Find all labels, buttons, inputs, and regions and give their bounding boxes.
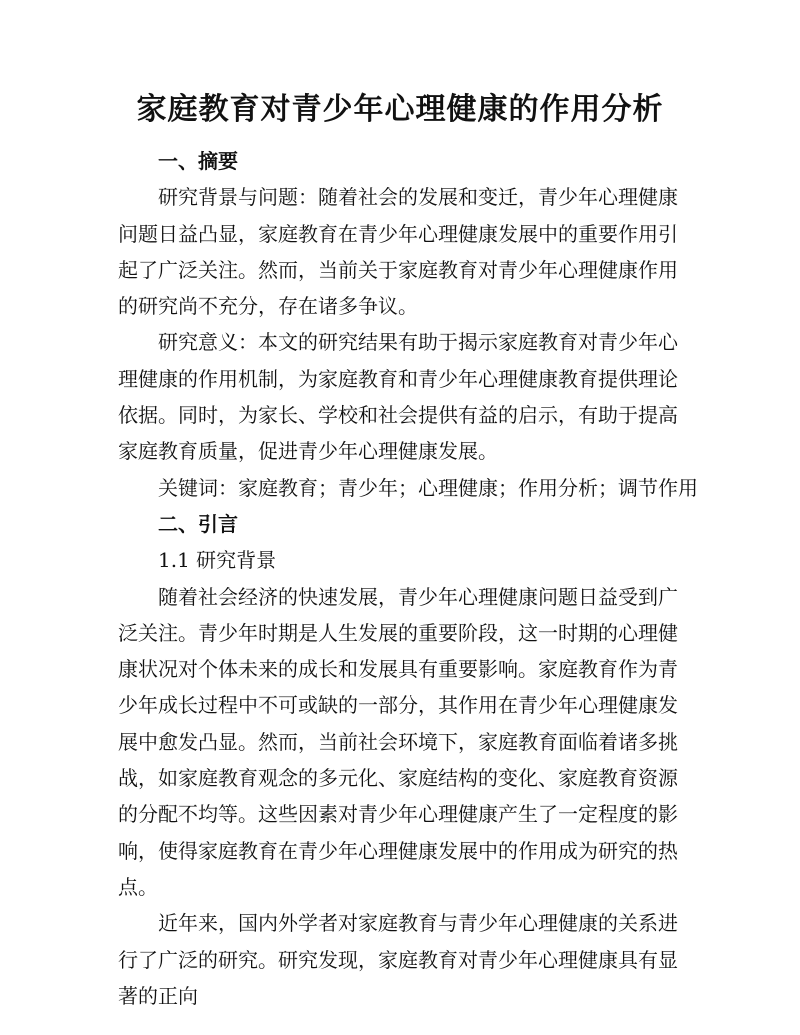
document-body xyxy=(118,143,698,1014)
abstract-background-paragraph: 研究背景与问题：随着社会的发展和变迁，青少年心理健康问题日益凸显，家庭教育在青少年心理健康发展中的重要作用引起了广泛关注。然而，当前关于家庭教育对青少年心理健康作用的研究尚不充分，存在诸多争议。 xyxy=(118,185,678,319)
document-title: 家庭教育对青少年心理健康的作用分析 xyxy=(136,92,664,127)
intro-paragraph-2: 近年来，国内外学者对家庭教育与青少年心理健康的关系进行了广泛的研究。研究发现，家庭教育对青少年心理健康具有显著的正向 xyxy=(118,911,678,1008)
intro-paragraph-1: 随着社会经济的快速发展，青少年心理健康问题日益受到广泛关注。青少年时期是人生发展的重要阶段，这一时期的心理健康状况对个体未来的成长和发展具有重要影响。家庭教育作为青少年成长过程中不可或缺的一部分，其作用在青少年心理健康发展中愈发凸显。然而，当前社会环境下，家庭教育面临着诸多挑战，如家庭教育观念的多元化、家庭结构的变化、家庭教育资源的分配不均等。这些因素对青少年心理健康产生了一定程度的影响，使得家庭教育在青少年心理健康发展中的作用成为研究的热点。 xyxy=(118,584,678,899)
keywords-line: 关键词：家庭教育；青少年；心理健康；作用分析；调节作用 xyxy=(158,475,698,500)
introduction-heading: 二、引言 xyxy=(158,511,238,536)
abstract-heading: 一、摘要 xyxy=(158,149,238,173)
abstract-significance-paragraph: 研究意义：本文的研究结果有助于揭示家庭教育对青少年心理健康的作用机制，为家庭教育和青少年心理健康教育提供理论依据。同时，为家长、学校和社会提供有益的启示，有助于提高家庭教育质量，促进青少年心理健康发展。 xyxy=(118,330,678,464)
subsection-heading-1-1: 1.1 研究背景 xyxy=(158,548,277,573)
